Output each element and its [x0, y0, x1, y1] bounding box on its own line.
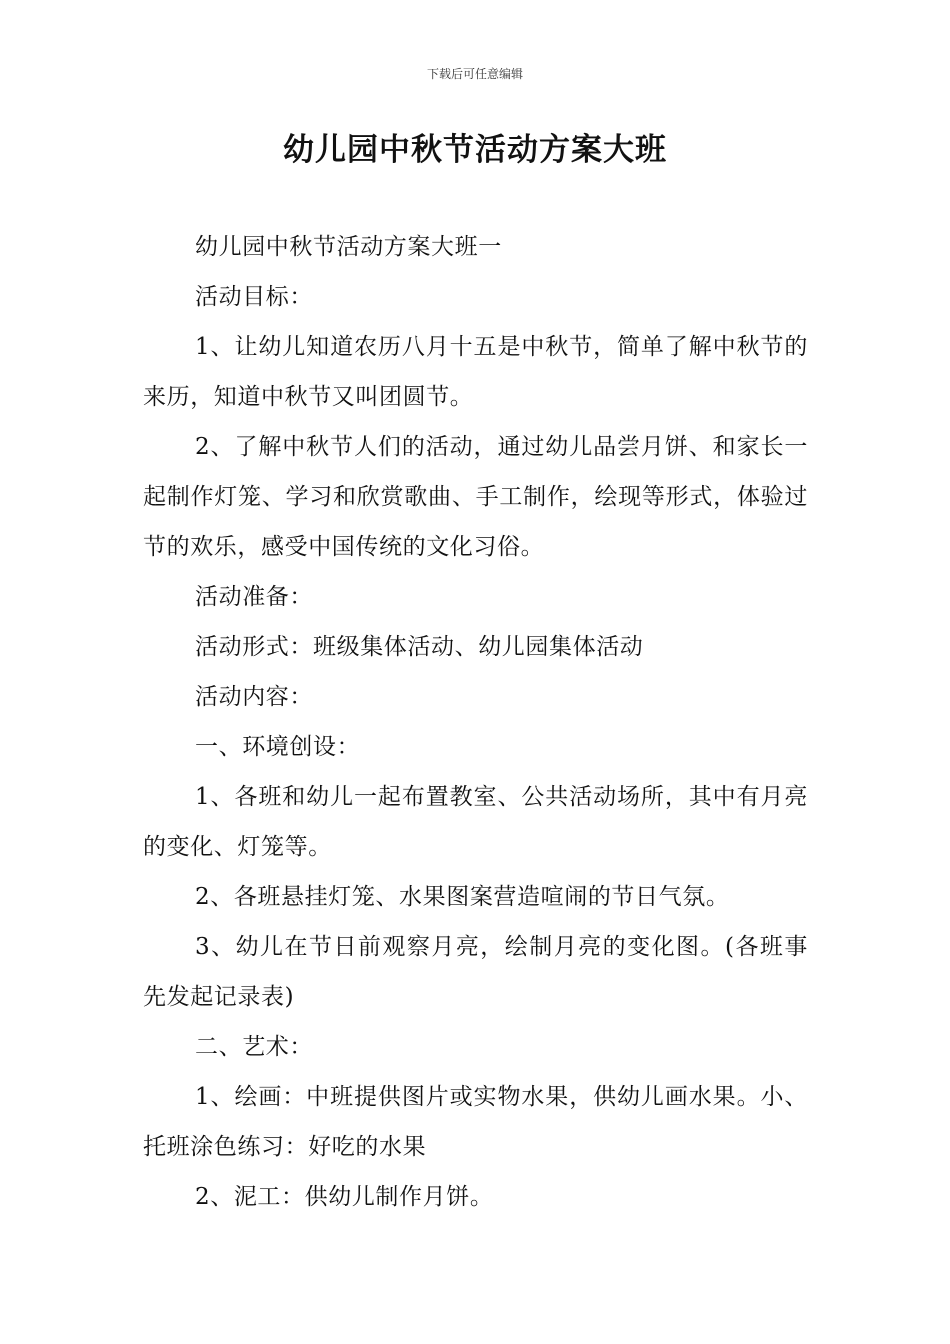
paragraph-section-heading: 幼儿园中秋节活动方案大班一	[195, 234, 502, 260]
paragraph-environment-2: 2、各班悬挂灯笼、水果图案营造喧闹的节日气氛。	[195, 884, 730, 910]
paragraph-goal-1: 1、让幼儿知道农历八月十五是中秋节，简单了解中秋节的来历，知道中秋节又叫团圆节。	[143, 334, 808, 410]
page-header-note: 下载后可任意编辑	[426, 67, 523, 81]
paragraph-goals-label: 活动目标：	[195, 284, 313, 310]
paragraph-environment-heading: 一、环境创设：	[195, 734, 361, 760]
paragraph-environment-1: 1、各班和幼儿一起布置教室、公共活动场所，其中有月亮的变化、灯笼等。	[143, 784, 808, 860]
paragraph-environment-3: 3、幼儿在节日前观察月亮，绘制月亮的变化图。(各班事先发起记录表)	[143, 934, 808, 1010]
document-title: 幼儿园中秋节活动方案大班	[283, 132, 667, 168]
paragraph-content-label: 活动内容：	[195, 684, 313, 710]
paragraph-art-heading: 二、艺术：	[195, 1034, 313, 1060]
paragraph-preparation-label: 活动准备：	[195, 584, 313, 610]
paragraph-art-2: 2、泥工：供幼儿制作月饼。	[195, 1184, 494, 1210]
document-body	[143, 222, 808, 1222]
paragraph-goal-2: 2、了解中秋节人们的活动，通过幼儿品尝月饼、和家长一起制作灯笼、学习和欣赏歌曲、手工制作，绘现等形式，体验过节的欢乐，感受中国传统的文化习俗。	[143, 434, 808, 560]
paragraph-art-1: 1、绘画：中班提供图片或实物水果，供幼儿画水果。小、托班涂色练习：好吃的水果	[143, 1084, 808, 1160]
paragraph-activity-form: 活动形式：班级集体活动、幼儿园集体活动	[195, 634, 644, 660]
